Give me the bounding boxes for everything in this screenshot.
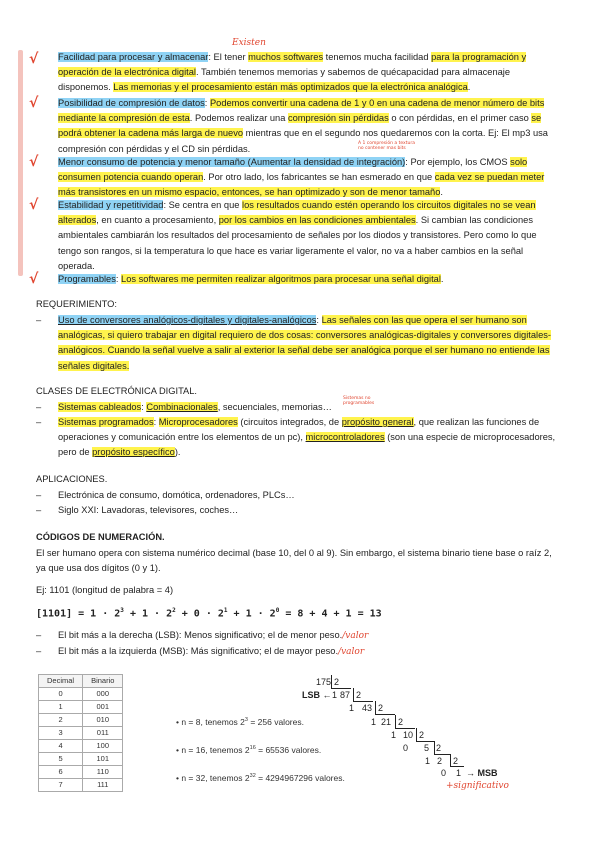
check-icon: √: [29, 154, 39, 170]
codigos-example: Ej: 1101 (longitud de palabra = 4): [36, 585, 174, 595]
sistemas-note: Sistemas no programables: [343, 396, 375, 406]
aplicaciones-item: – Siglo XXI: Lavadoras, televisores, coches…: [36, 505, 239, 515]
requerimiento-item: – Uso de conversores analógicos-digitales y digitales-analógicos: Las señales con las que opera el ser humano son analógicas, si quiero trabajar en digital requiero de dos cosas: conversores analógicas-digitales y conversores digitales-analógicos. Cuando la señal vuelve a salir al exterior la señal debe ser analógica porque el ser humano no entiende las señales digitales.: [36, 315, 552, 371]
table-row: 6 110: [39, 766, 123, 779]
table-row: 1 001: [39, 701, 123, 714]
table-row: 5 101: [39, 753, 123, 766]
ventaja-programables: Programables: Los softwares me permiten realizar algoritmos para procesar una señal digital.: [58, 274, 444, 284]
aplicaciones-heading: APLICACIONES.: [36, 474, 108, 484]
existen-annotation: Existen: [232, 38, 266, 48]
table-header: Binario: [83, 675, 123, 688]
compresion-note: A 1 compresión a textura no contener mas bits: [358, 141, 415, 151]
check-icon: √: [29, 51, 39, 67]
margin-highlight-bar: [18, 50, 23, 276]
ventaja-consumo: Menor consumo de potencia y menor tamaño (Aumentar la densidad de integración): Por ejemplo, los CMOS solo consumen potencia cuando operan. Por otro lado, los fabricantes se han esmerado en que cada vez se puedan meter más transistores en un mismo espacio, entonces, se han optimizado y son de menor tamaño.: [58, 157, 545, 198]
binary-formula: $[1101] = 1 \cdot 2^3 + 1 \cdot 2^2 + 0 \cdot 2^1 + 1 \cdot 2^0 = 8 + 4 + 1 = 13$: [36, 607, 382, 620]
table-row: 2 010: [39, 714, 123, 727]
table-row: 7 111: [39, 779, 123, 792]
table-row: 0 000: [39, 688, 123, 701]
clases-item-programados: – Sistemas programados: Microprocesadores (circuitos integrados, de propósito general, que realizan las funciones de operaciones y comunicación entre los elementos de un pc), microcontroladores (son una especie de microprocesadores, pero de propósito específico).: [36, 417, 556, 458]
binary-table: [38, 674, 123, 792]
list-item: • n = 16, tenemos $2^{16} = 65536$ valores.: [176, 744, 322, 755]
list-item: • n = 32, tenemos $2^{32} = 4294967296$ valores.: [176, 772, 345, 783]
lsb-item: – El bit más a la derecha (LSB): Menos significativo; el de menor peso./valor: [36, 630, 369, 641]
clases-item-cableados: – Sistemas cableados: Combinacionales, secuenciales, memorias…: [36, 402, 332, 412]
check-icon: √: [29, 197, 39, 213]
table-row: 4 100: [39, 740, 123, 753]
list-item: • n = 8, tenemos $2^3 = 256$ valores.: [176, 716, 304, 727]
check-icon: √: [29, 271, 39, 287]
table-header: Decimal: [39, 675, 83, 688]
ventaja-procesar-almacenar: Facilidad para procesar y almacenar: El tener muchos softwares tenemos mucha facilidad para la programación y operación de la electrónica digital. También tenemos memorias y sabemos de quécapacidad para almacenaje disponemos. Las memorias y el procesamiento están más optimizados que la electrónica analógica.: [58, 52, 527, 93]
significativo-annotation: +significativo: [446, 781, 509, 791]
ventaja-compresion: Posibilidad de compresión de datos: Podemos convertir una cadena de 1 y 0 en una cadena de menor número de bits mediante la compresión de esta. Podemos realizar una compresión sin pérdidas o con pérdidas, en el primer caso se podrá obtener la cadena más larga de nuevo mientras que en el segundo nos quedaremos con la corta. Ej: El mp3 usa compresión con pérdidas y el CD sin pérdidas.: [58, 98, 548, 154]
aplicaciones-item: – Electrónica de consumo, domótica, ordenadores, PLCs…: [36, 490, 295, 500]
bit-count-bullets: [176, 714, 345, 797]
check-icon: √: [29, 95, 39, 111]
msb-item: – El bit más a la izquierda (MSB): Más significativo; el de mayor peso./valor: [36, 646, 365, 657]
codigos-intro: El ser humano opera con sistema numérico decimal (base 10, del 0 al 9). Sin embargo, el sistema binario tiene base o raíz 2, ya que usa dos dígitos (0 y 1).: [36, 548, 552, 574]
requerimiento-heading: REQUERIMIENTO:: [36, 299, 117, 309]
ventaja-estabilidad: Estabilidad y repetitividad: Se centra en que los resultados cuando estén operando los circuitos digitales no se vean alterados, en cuanto a procesamiento, por los cambios en las condiciones ambientales. Si cambian las condiciones ambientales cambiarán los resultados del procesamiento de señales por los diodos y transistores. Pero como lo que tengo son rangos, si la temperatura lo que hace es variar ligeramente el valor, no va a haber cambios en la señal operada.: [58, 200, 537, 271]
clases-heading: CLASES DE ELECTRÓNICA DIGITAL.: [36, 386, 198, 396]
codigos-heading: CÓDIGOS DE NUMERACIÓN.: [36, 532, 165, 542]
table-row: 3 011: [39, 727, 123, 740]
